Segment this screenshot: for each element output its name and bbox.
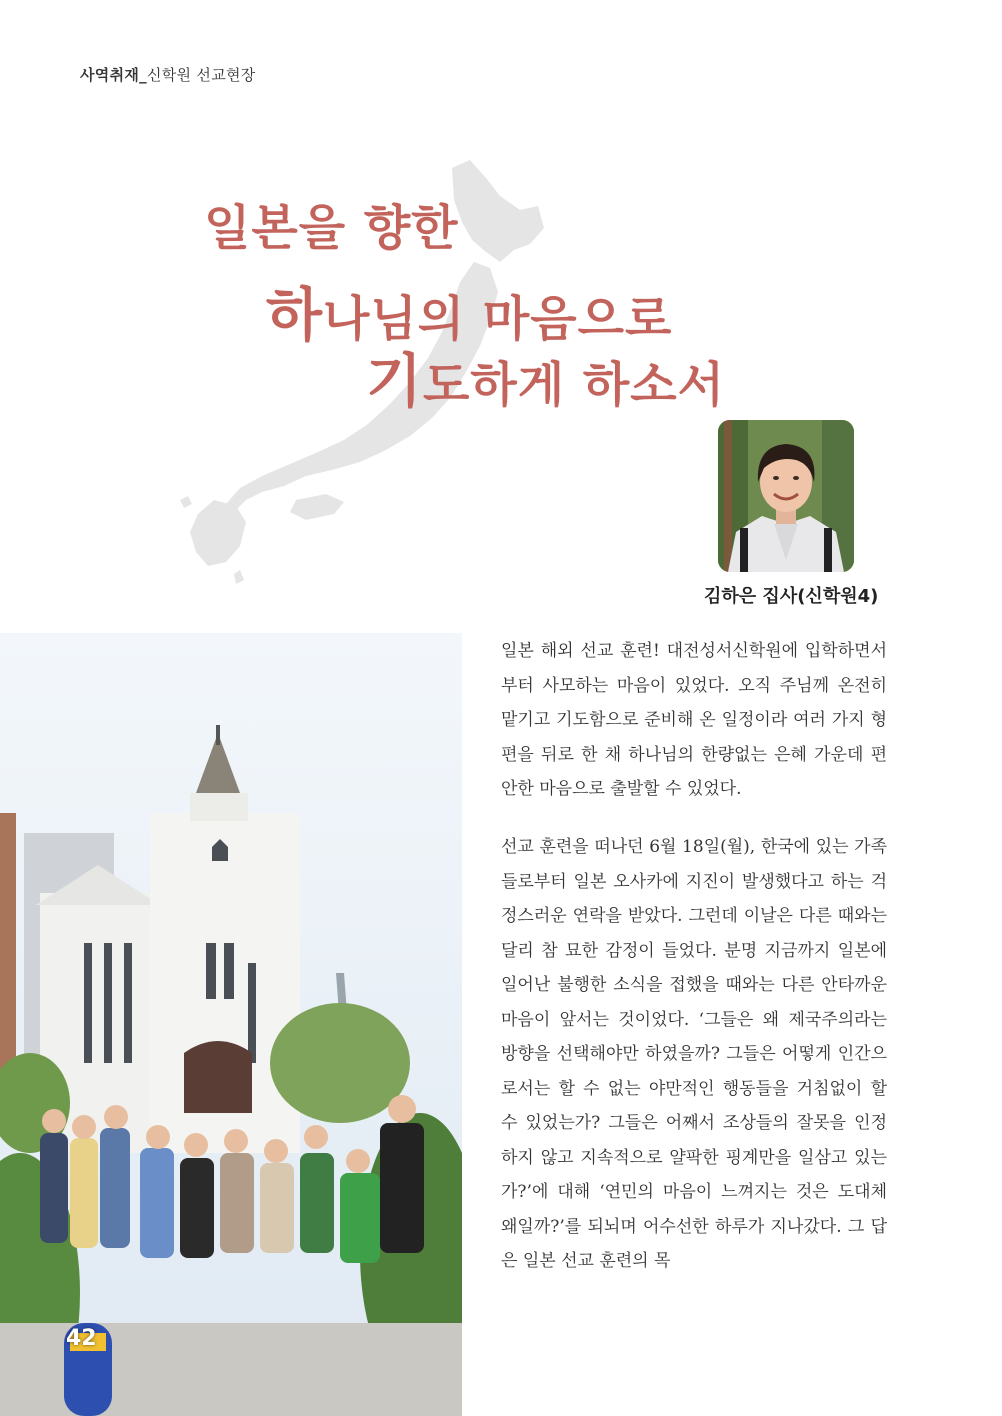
title-line-3-initial: 기 [366, 347, 424, 415]
title-line-2 [266, 281, 673, 349]
title-line-2-initial: 하 [266, 281, 324, 349]
title-line-3 [366, 347, 725, 415]
body-paragraph-1: 일본 해외 선교 훈련! 대전성서신학원에 입학하면서부터 사모하는 마음이 있었다. 오직 주님께 온전히 맡기고 기도함으로 준비해 온 일정이라 여러 가지 형편을 뒤로 한 채 하나님의 한량없는 은혜 가운데 편안한 마음으로 출발할 수 있었다. [501, 641, 887, 799]
section-subtitle: 신학원 선교현장 [146, 66, 256, 84]
title-line-2-rest: 나님의 마음으로 [323, 291, 673, 347]
author-portrait [718, 420, 854, 572]
author-caption: 김하은 집사(신학원4) [704, 586, 879, 607]
body-paragraph-2: 선교 훈련을 떠나던 6월 18일(월), 한국에 있는 가족들로부터 일본 오사카에 지진이 발생했다고 하는 걱정스러운 연락을 받았다. 그런데 이날은 다른 때와는 달리 참 묘한 감정이 들었다. 분명 지금까지 일본에 일어난 불행한 소식을 접했을 때와는 다른 안타까운 마음이 앞서는 것이었다. ‘그들은 왜 제국주의라는 방향을 선택해야만 하였을까? 그들은 어떻게 인간으로서는 할 수 없는 야만적인 행동들을 거침없이 할 수 있었는가? 그들은 어째서 조상들의 잘못을 인정하지 않고 지속적으로 얄팍한 핑계만을 일삼고 있는가?’에 대해 ‘연민의 마음이 느껴지는 것은 도대체 왜일까?’를 되뇌며 어수선한 하루가 지나갔다. 그 답은 일본 선교 훈련의 목 [501, 837, 887, 1271]
group-photo-church [0, 633, 462, 1416]
title-line-1: 일본을 향한 [204, 200, 459, 256]
section-label: 사역취재_ [80, 66, 147, 84]
page-number: 42 [66, 1326, 97, 1351]
title-line-3-rest: 도하게 하소서 [423, 357, 725, 413]
